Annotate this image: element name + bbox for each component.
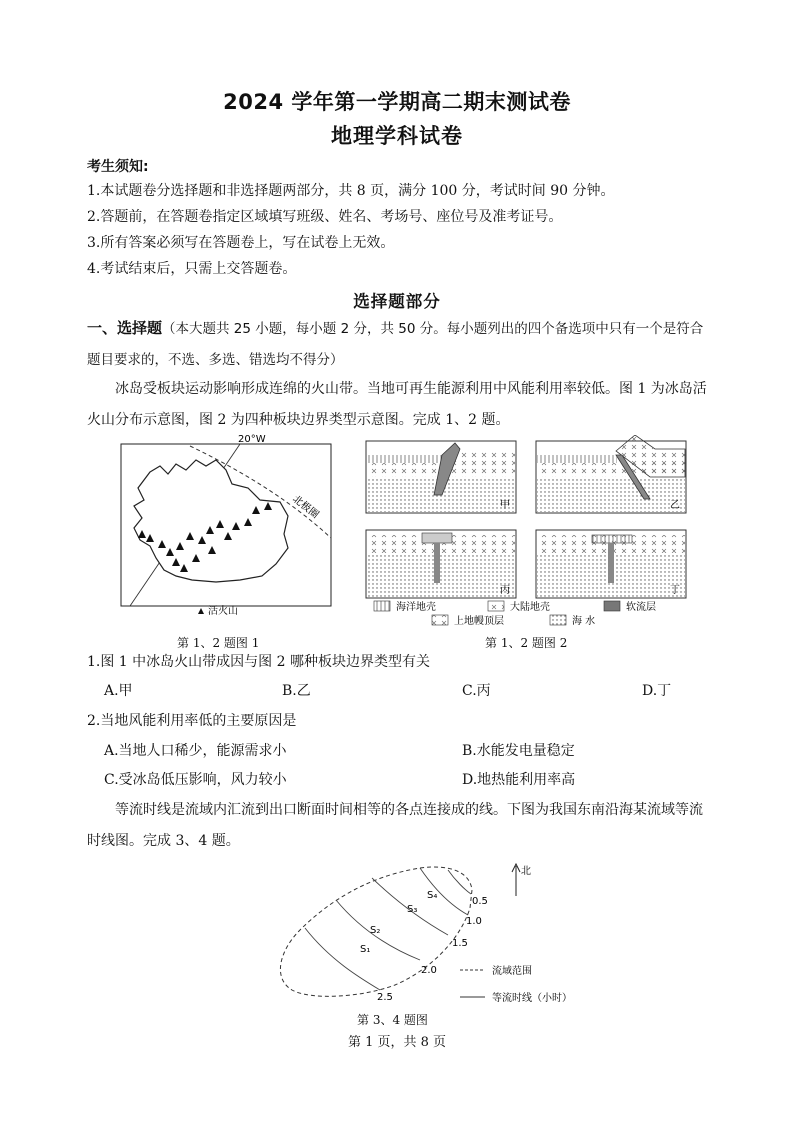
part1-label: 一、选择题 bbox=[87, 319, 163, 337]
notice-item: 4.考试结束后，只需上交答题卷。 bbox=[87, 261, 297, 277]
iceland-volcano-map bbox=[120, 430, 334, 630]
exam-subtitle: 地理学科试卷 bbox=[331, 124, 463, 148]
isoline-value: 1.0 bbox=[466, 916, 482, 927]
zone-label-s1: S₁ bbox=[360, 944, 371, 955]
q2-option-d[interactable]: D.地热能利用率高 bbox=[462, 772, 576, 788]
q2-option-b[interactable]: B.水能发电量稳定 bbox=[462, 743, 575, 759]
north-label: 北 bbox=[521, 866, 531, 877]
legend-isoline-label: 等流时线（小时） bbox=[492, 993, 572, 1004]
figure3-caption: 第 3、4 题图 bbox=[357, 1013, 428, 1027]
panel-label: 丙 bbox=[500, 585, 510, 596]
panel-jia bbox=[366, 441, 516, 513]
plate-boundary-diagrams bbox=[360, 435, 690, 630]
zone-label-s4: S₄ bbox=[427, 890, 438, 901]
isoline-value: 0.5 bbox=[472, 896, 488, 907]
volcano-legend-icon bbox=[198, 608, 204, 614]
panel-ding bbox=[536, 530, 686, 598]
figure2-caption: 第 1、2 题图 2 bbox=[485, 636, 568, 650]
exam-title: 2024 学年第一学期高二期末测试卷 bbox=[223, 90, 571, 114]
legend-seawater: 海 水 bbox=[572, 616, 596, 627]
intro-q3-4: 等流时线是流域内汇流到出口断面时间相等的各点连接成的线。下图为我国东南沿海某流域等流时线图。完成 3、4 题。 bbox=[87, 802, 703, 849]
legend-upper-mantle: 上地幔顶层 bbox=[454, 616, 504, 627]
legend-continental-crust: 大陆地壳 bbox=[510, 602, 550, 613]
intro-q1-2: 冰岛受板块运动影响形成连绵的火山带。当地可再生能源利用中风能利用率较低。图 1 为冰岛活火山分布示意图，图 2 为四种板块边界类型示意图。完成 1、2 题。 bbox=[87, 381, 707, 428]
figure2-legend bbox=[374, 600, 656, 627]
panel-label: 丁 bbox=[670, 585, 680, 596]
section-title: 选择题部分 bbox=[353, 292, 441, 311]
arctic-circle-label: 北极圈 bbox=[290, 493, 321, 521]
isoline-value: 2.0 bbox=[421, 965, 437, 976]
q1-stem: 1.图 1 中冰岛火山带成因与图 2 哪种板块边界类型有关 bbox=[87, 654, 430, 670]
notice-item: 1.本试题卷分选择题和非选择题两部分，共 8 页，满分 100 分，考试时间 90 分钟。 bbox=[87, 183, 615, 199]
isoline-value: 2.5 bbox=[377, 992, 393, 1003]
isoline-value: 1.5 bbox=[452, 938, 468, 949]
panel-label: 乙 bbox=[670, 500, 680, 511]
q2-option-c[interactable]: C.受冰岛低压影响，风力较小 bbox=[104, 772, 287, 788]
longitude-label: 20°W bbox=[238, 434, 266, 445]
notice-item: 2.答题前，在答题卷指定区域填写班级、姓名、考场号、座位号及准考证号。 bbox=[87, 209, 563, 225]
isochrone-map bbox=[270, 860, 600, 1010]
legend-asthenosphere: 软流层 bbox=[626, 602, 656, 613]
q1-option-d[interactable]: D.丁 bbox=[642, 683, 672, 699]
zone-label-s2: S₂ bbox=[370, 925, 381, 936]
notice-heading: 考生须知: bbox=[87, 159, 149, 175]
q2-option-a[interactable]: A.当地人口稀少，能源需求小 bbox=[104, 743, 287, 759]
q1-option-c[interactable]: C.丙 bbox=[462, 683, 491, 699]
page-number: 第 1 页，共 8 页 bbox=[347, 1035, 447, 1050]
q2-stem: 2.当地风能利用率低的主要原因是 bbox=[87, 713, 297, 729]
q1-option-b[interactable]: B.乙 bbox=[282, 683, 311, 699]
part1-instruction bbox=[87, 313, 712, 376]
legend-basin-label: 流域范围 bbox=[492, 966, 532, 977]
legend-ocean-crust: 海洋地壳 bbox=[396, 602, 436, 613]
figure1-caption: 第 1、2 题图 1 bbox=[177, 636, 260, 650]
panel-bing bbox=[366, 530, 516, 598]
notice-item: 3.所有答案必须写在答题卷上，写在试卷上无效。 bbox=[87, 235, 395, 251]
panel-yi bbox=[536, 435, 686, 513]
volcano-legend-label: 活火山 bbox=[208, 606, 238, 617]
part1-instruction-text: （本大题共 25 小题，每小题 2 分，共 50 分。每小题列出的四个备选项中只有一个是符合题目要求的，不选、多选、错选均不得分） bbox=[87, 321, 704, 368]
panel-label: 甲 bbox=[500, 500, 510, 511]
q1-option-a[interactable]: A.甲 bbox=[104, 683, 133, 699]
isochrone-lines bbox=[305, 868, 471, 990]
zone-label-s3: S₃ bbox=[407, 904, 418, 915]
